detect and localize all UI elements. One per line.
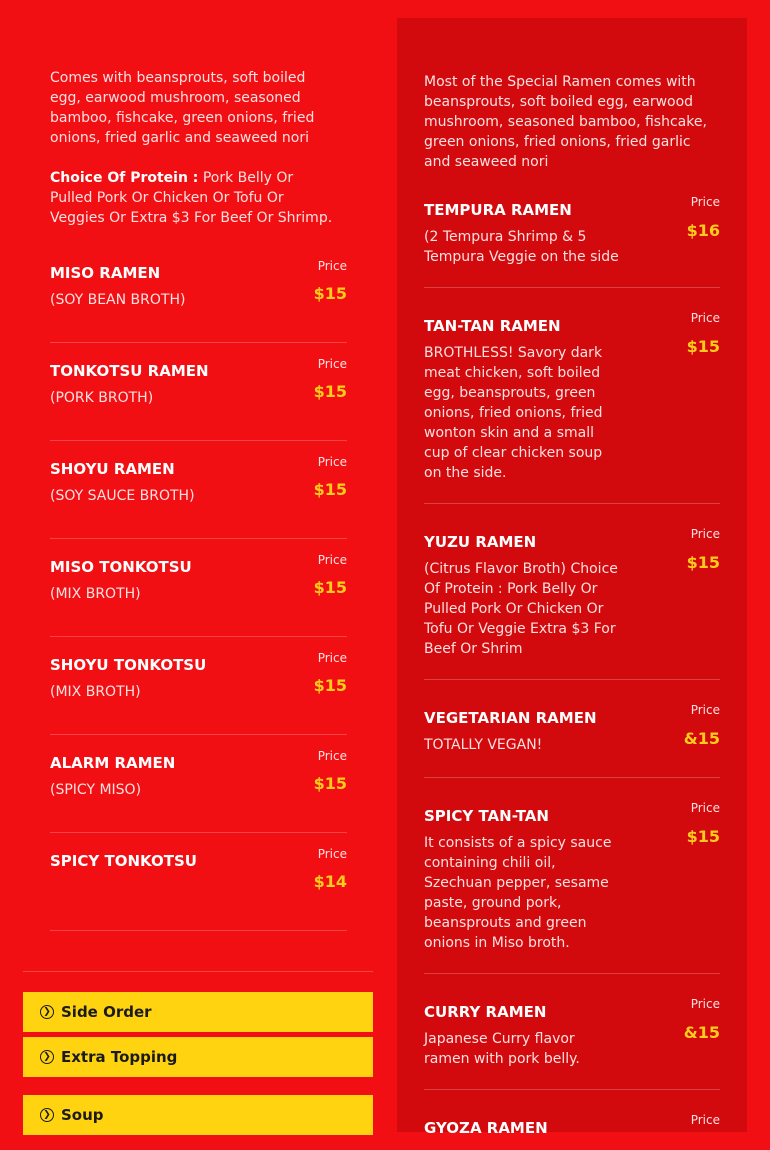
item-price: $15 bbox=[313, 676, 347, 695]
menu-item-tempura-ramen[interactable] bbox=[424, 172, 720, 288]
menu-item-gyoza-ramen[interactable] bbox=[424, 1090, 720, 1150]
item-name: SPICY TONKOTSU bbox=[50, 852, 197, 870]
item-price: $15 bbox=[313, 578, 347, 597]
item-price: $15 bbox=[686, 337, 720, 356]
item-description: (MIX BROTH) bbox=[50, 684, 141, 700]
price-label: Price bbox=[690, 703, 720, 717]
price-label: Price bbox=[317, 651, 347, 665]
category-label: Extra Topping bbox=[61, 1048, 178, 1066]
menu-item-spicy-tan-tan[interactable] bbox=[424, 778, 720, 974]
item-name: SHOYU TONKOTSU bbox=[50, 656, 207, 674]
item-name: YUZU RAMEN bbox=[424, 533, 537, 551]
price-label: Price bbox=[317, 455, 347, 469]
item-name: SPICY TAN-TAN bbox=[424, 807, 549, 825]
price-label: Price bbox=[690, 527, 720, 541]
item-description: (MIX BROTH) bbox=[50, 586, 141, 602]
item-description: (2 Tempura Shrimp & 5 Tempura Veggie on the side bbox=[424, 229, 619, 265]
item-price: &15 bbox=[683, 1023, 720, 1042]
price-label: Price bbox=[690, 1113, 720, 1127]
category-extra-topping-button[interactable] bbox=[23, 1037, 373, 1077]
price-label: Price bbox=[317, 847, 347, 861]
item-name: ALARM RAMEN bbox=[50, 754, 176, 772]
chevron-right-circle-icon: ❯ bbox=[40, 1005, 54, 1019]
category-side-order-button[interactable] bbox=[23, 992, 373, 1032]
menu-item-alarm-ramen[interactable] bbox=[50, 735, 347, 833]
ramen-intro: Comes with beansprouts, soft boiled egg, earwood mushroom, seasoned bamboo, fishcake, green onions, fried onions, fried garlic and seaweed nori bbox=[50, 70, 315, 146]
item-price: $15 bbox=[313, 774, 347, 793]
menu-item-spicy-tonkotsu[interactable] bbox=[50, 833, 347, 931]
item-price: $15 bbox=[313, 382, 347, 401]
price-label: Price bbox=[317, 749, 347, 763]
price-label: Price bbox=[317, 259, 347, 273]
menu-item-shoyu-ramen[interactable] bbox=[50, 441, 347, 539]
item-name: VEGETARIAN RAMEN bbox=[424, 709, 597, 727]
category-label: Side Order bbox=[61, 1003, 152, 1021]
menu-item-curry-ramen[interactable] bbox=[424, 974, 720, 1090]
price-label: Price bbox=[690, 997, 720, 1011]
price-label: Price bbox=[690, 195, 720, 209]
category-label: Soup bbox=[61, 1106, 104, 1124]
menu-item-tonkotsu-ramen[interactable] bbox=[50, 343, 347, 441]
item-name: TEMPURA RAMEN bbox=[424, 201, 572, 219]
item-name: MISO RAMEN bbox=[50, 264, 161, 282]
item-name: GYOZA RAMEN bbox=[424, 1119, 548, 1137]
item-price: $15 bbox=[686, 827, 720, 846]
price-label: Price bbox=[690, 311, 720, 325]
menu-item-shoyu-tonkotsu[interactable] bbox=[50, 637, 347, 735]
protein-choice-note bbox=[50, 168, 335, 228]
item-description: (PORK BROTH) bbox=[50, 390, 154, 406]
menu-item-tan-tan-ramen[interactable] bbox=[424, 288, 720, 504]
category-soup-button[interactable] bbox=[23, 1095, 373, 1135]
menu-item-yuzu-ramen[interactable] bbox=[424, 504, 720, 680]
item-name: TONKOTSU RAMEN bbox=[50, 362, 209, 380]
chevron-right-circle-icon: ❯ bbox=[40, 1108, 54, 1122]
item-name: MISO TONKOTSU bbox=[50, 558, 192, 576]
price-label: Price bbox=[317, 357, 347, 371]
special-ramen-intro: Most of the Special Ramen comes with beansprouts, soft boiled egg, earwood mushroom, seasoned bamboo, fishcake, green onions, fried onions, fried garlic and seaweed nori bbox=[424, 74, 707, 170]
item-description: (SPICY MISO) bbox=[50, 782, 142, 798]
item-name: TAN-TAN RAMEN bbox=[424, 317, 561, 335]
item-price: $15 bbox=[313, 284, 347, 303]
item-description: Japanese Curry flavor ramen with pork belly. bbox=[424, 1031, 580, 1067]
protein-choice-text: Pork Belly Or Pulled Pork Or Chicken Or Tofu Or Veggies Or Extra $3 For Beef Or Shrimp. bbox=[50, 170, 333, 226]
item-description: TOTALLY VEGAN! bbox=[424, 737, 543, 753]
item-price: $15 bbox=[313, 480, 347, 499]
price-label: Price bbox=[317, 553, 347, 567]
item-description: BROTHLESS! Savory dark meat chicken, soft boiled egg, beansprouts, green onions, fried onions, fried wonton skin and a small cup of clear chicken soup on the side. bbox=[424, 345, 603, 481]
item-name: CURRY RAMEN bbox=[424, 1003, 547, 1021]
menu-item-vegetarian-ramen[interactable] bbox=[424, 680, 720, 778]
item-description: (Citrus Flavor Broth) Choice Of Protein : Pork Belly Or Pulled Pork Or Chicken Or Tofu Or Veggie Extra $3 For Beef Or Shrim bbox=[424, 561, 618, 657]
item-name: SHOYU RAMEN bbox=[50, 460, 175, 478]
menu-item-miso-tonkotsu[interactable] bbox=[50, 539, 347, 637]
special-ramen-column bbox=[424, 72, 720, 1150]
chevron-right-circle-icon: ❯ bbox=[40, 1050, 54, 1064]
section-divider bbox=[23, 971, 373, 972]
ramen-menu-column bbox=[50, 68, 347, 931]
menu-item-miso-ramen[interactable] bbox=[50, 245, 347, 343]
item-price: &15 bbox=[683, 729, 720, 748]
item-price: $15 bbox=[686, 553, 720, 572]
price-label: Price bbox=[690, 801, 720, 815]
item-description: It consists of a spicy sauce containing chili oil, Szechuan pepper, sesame paste, ground pork, beansprouts and green onions in Miso broth. bbox=[424, 835, 612, 951]
protein-choice-label: Choice Of Protein : bbox=[50, 170, 199, 186]
item-price: $14 bbox=[313, 872, 347, 891]
item-price: $16 bbox=[686, 221, 720, 240]
item-description: (SOY SAUCE BROTH) bbox=[50, 488, 195, 504]
item-description: (SOY BEAN BROTH) bbox=[50, 292, 186, 308]
